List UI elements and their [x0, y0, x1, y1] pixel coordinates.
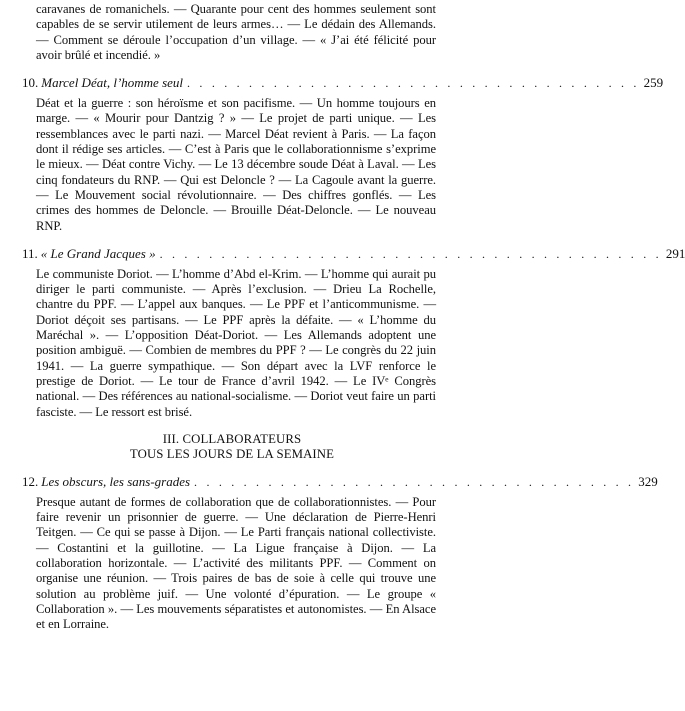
part-heading: III. COLLABORATEURS: [162, 431, 302, 446]
chapter-12-title: Les obscurs, les sans-grades: [41, 473, 191, 489]
chapter-10-title: Marcel Déat, l’homme seul: [41, 75, 184, 91]
part-heading-block: [22, 432, 442, 462]
chapter-12-number: 12.: [22, 473, 39, 489]
chapter-10-leader-dots: . . . . . . . . . . . . . . . . . . . . . . . . . . . . . . . . . . . . .: [187, 76, 640, 91]
chapter-12-leader-dots: . . . . . . . . . . . . . . . . . . . . . . . . . . . . . . . . . . . .: [194, 474, 635, 489]
chapter-10-number: 10.: [22, 75, 39, 91]
chapter-11-page: 291: [665, 245, 685, 261]
chapter-11-summary: Le communiste Doriot. — L’homme d’Abd el-Krim. — L’homme qui aurait pu diriger le parti communiste. — Après l’exclusion. — Drieu La Rochelle, chantre du PPF. — L’appel aux banques. — Le PPF et l’anticommunisme. — Doriot déçoit ses partisans. — Le PPF après la défaite. — « L’homme du Maréchal ». — L’opposition Déat-Doriot. — Les Allemands adoptent une position ambiguë. — Combien de membres du PPF ? — Le congrès du 22 juin 1941. — La guerre sympathique. — Son départ avec la LVF renforce le prestige de Doriot. — Le tour de France d’avril 1942. — Le IVᵉ Congrès national. — Des références au national-socialisme. — Doriot veut faire un parti fasciste. — Le ressort est brisé.: [36, 266, 436, 419]
table-of-contents-page: [22, 2, 685, 633]
chapter-12-summary: Presque autant de formes de collaboration que de collaborationnistes. — Pour faire revenir un prisonnier de guerre. — Une déclaration de Pierre-Henri Teitgen. — Ce qui se passe à Dijon. — Le Parti français national collectiviste. — Costantini et la guillotine. — La Ligue française à Dijon. — La collaboration horizontale. — L’activité des militants PPF. — Comment on organise une réunion. — Trois paires de bas de soie à celle qui trouve une solution au problème juif. — Une volonté d’épuration. — Le groupe « Collaboration ». — Les mouvements séparatistes et autonomistes. — En Alsace et en Lorraine.: [36, 494, 436, 632]
chapter-11-leader-dots: . . . . . . . . . . . . . . . . . . . . . . . . . . . . . . . . . . . . . . . . .: [159, 246, 662, 261]
chapter-11-title: « Le Grand Jacques »: [40, 245, 156, 261]
part-subheading: TOUS LES JOURS DE LA SEMAINE: [129, 446, 335, 461]
intro-paragraph: caravanes de romanichels. — Quarante pour cent des hommes seulement sont capables de se servir utilement de leurs armes… — Le dédain des Allemands. — Comment se déroule l’occupation d’un village. — « J’ai été félicité pour avoir brûlé et incendié. »: [36, 2, 436, 62]
chapter-10-summary: Déat et la guerre : son héroïsme et son pacifisme. — Un homme toujours en marge. — « Mourir pour Dantzig ? » — Le projet de parti unique. — Les ressemblances avec le parti nazi. — Marcel Déat revient à Paris. — La façon dont il rédige ses articles. — C’est à Paris que le collaborationnisme s’exprime le mieux. — Déat contre Vichy. — Le 13 décembre soude Déat à Laval. — Les cinq fondateurs du RNP. — Qui est Deloncle ? — La Cagoule avant la guerre. — Le Mouvement social révolutionnaire. — Des chiffres gonflés. — Les crimes des hommes de Deloncle. — Brouille Déat-Deloncle. — Le nouveau RNP.: [36, 96, 436, 233]
chapter-10-page: 259: [643, 75, 664, 91]
chapter-12-entry: [22, 473, 658, 490]
chapter-11-entry: [22, 245, 685, 262]
chapter-10-entry: [22, 75, 664, 91]
chapter-12-page: 329: [638, 473, 658, 489]
chapter-11-number: 11.: [22, 245, 38, 261]
